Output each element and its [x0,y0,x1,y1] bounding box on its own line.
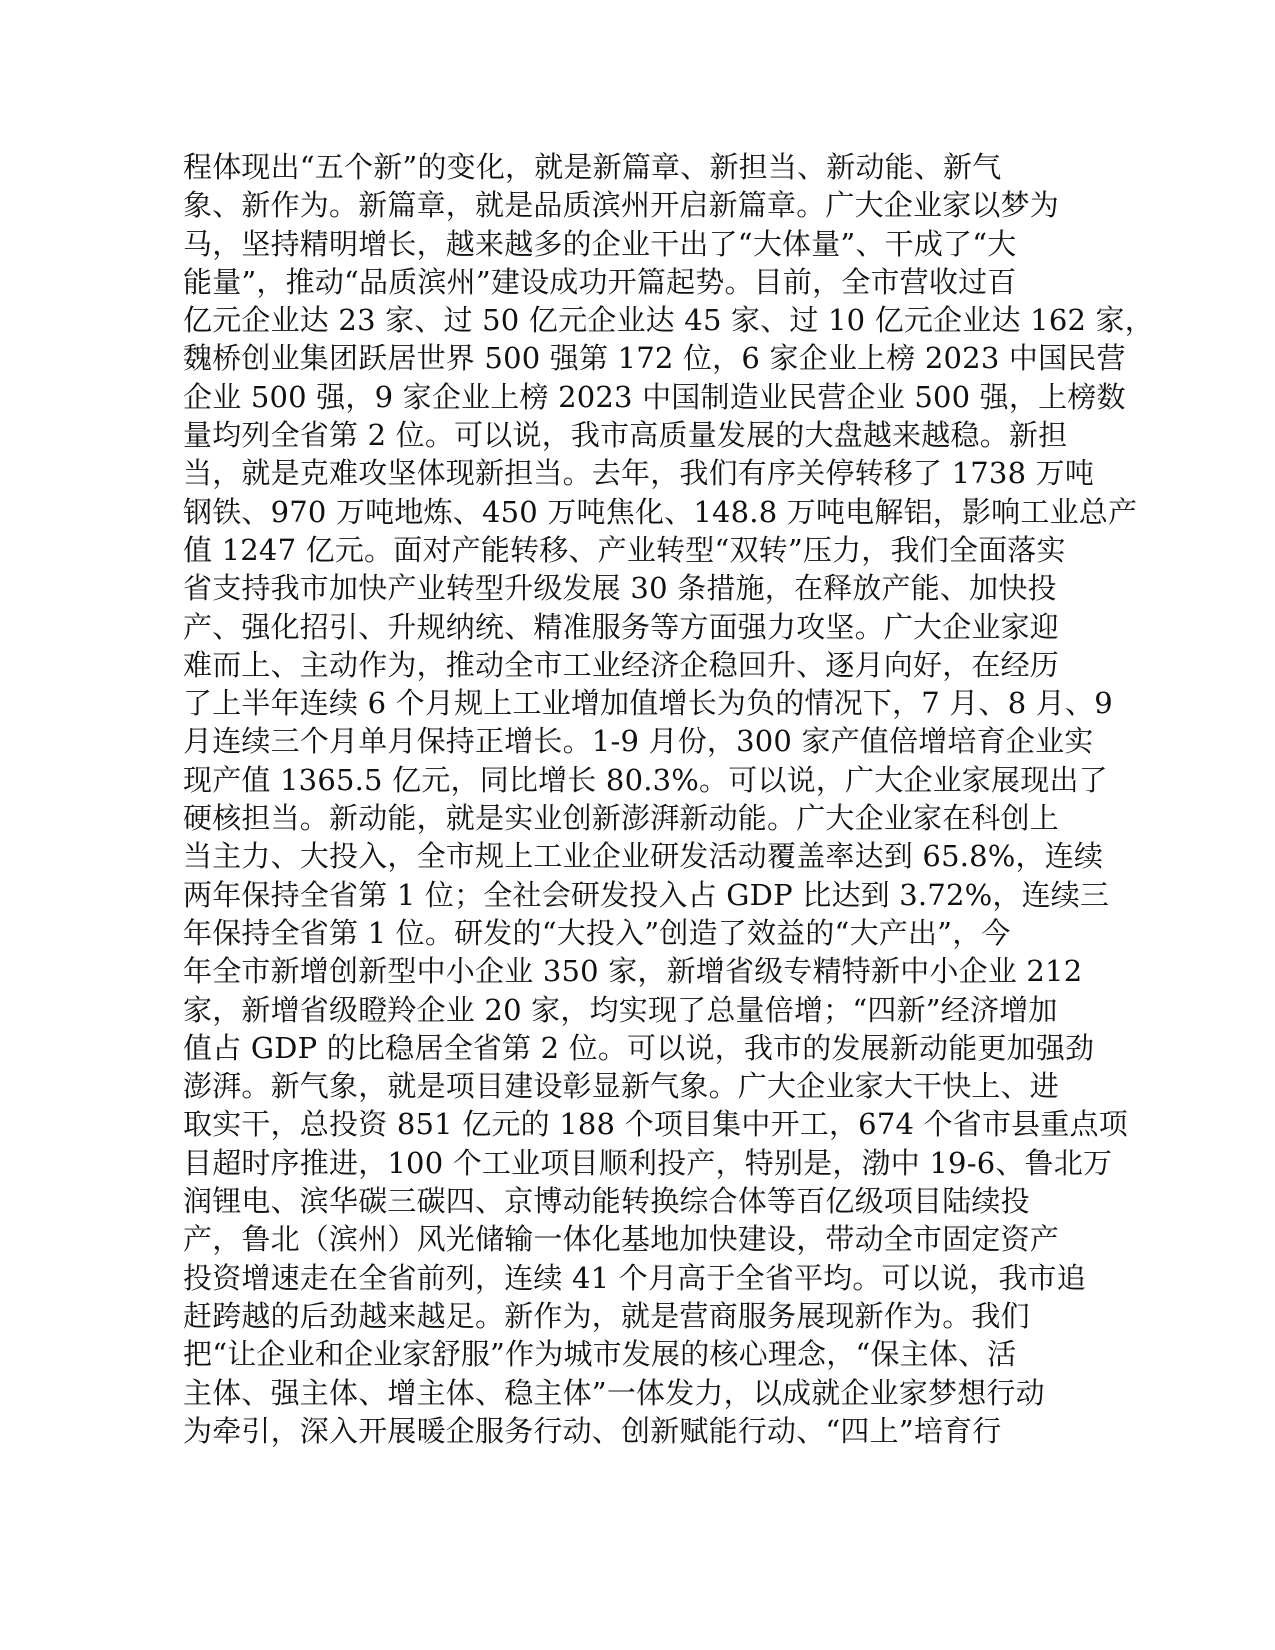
text-line: 两年保持全省第 1 位；全社会研发投入占 GDP 比达到 3.72%，连续三 [183,877,1110,912]
text-line: 钢铁、970 万吨地炼、450 万吨焦化、148.8 万吨电解铝，影响工业总产 [183,494,1138,529]
text-line: 企业 500 强，9 家企业上榜 2023 中国制造业民营企业 500 强，上榜数 [183,379,1126,414]
text-line: 产、强化招引、升规纳统、精准服务等方面强力攻坚。广大企业家迎 [183,609,1060,644]
text-line: 赶跨越的后劲越来越足。新作为，就是营商服务展现新作为。我们 [183,1298,1030,1333]
text-line: 程体现出“五个新”的变化，就是新篇章、新担当、新动能、新气 [183,150,1002,184]
text-line: 把“让企业和企业家舒服”作为城市发展的核心理念，“保主体、活 [183,1337,1017,1372]
text-line: 取实干，总投资 851 亿元的 188 个项目集中开工，674 个省市县重点项 [183,1107,1128,1142]
text-line: 马，坚持精明增长，越来越多的企业干出了“大体量”、干成了“大 [183,226,1017,261]
text-line: 主体、强主体、增主体、稳主体”一体发力，以成就企业家梦想行动 [183,1375,1045,1410]
text-line: 难而上、主动作为，推动全市工业经济企稳回升、逐月向好，在经历 [183,647,1060,682]
text-line: 硬核担当。新动能，就是实业创新澎湃新动能。广大企业家在科创上 [183,801,1060,836]
text-line: 目超时序推进，100 个工业项目顺利投产，特别是，渤中 19-6、鲁北万 [183,1145,1113,1180]
text-line: 投资增速走在全省前列，连续 41 个月高于全省平均。可以说，我市追 [183,1260,1086,1295]
text-line: 了上半年连续 6 个月规上工业增加值增长为负的情况下，7 月、8 月、9 [183,686,1113,721]
text-line: 家，新增省级瞪羚企业 20 家，均实现了总量倍增；“四新”经济增加 [183,992,1058,1027]
text-line: 量均列全省第 2 位。可以说，我市高质量发展的大盘越来越稳。新担 [183,418,1068,453]
text-line: 值 1247 亿元。面对产能转移、产业转型“双转”压力，我们全面落实 [183,532,1066,567]
text-line: 为牵引，深入开展暖企服务行动、创新赋能行动、“四上”培育行 [183,1413,1002,1448]
text-line: 润锂电、滨华碳三碳四、京博动能转换综合体等百亿级项目陆续投 [183,1184,1030,1219]
text-line: 澎湃。新气象，就是项目建设彰显新气象。广大企业家大干快上、进 [183,1069,1060,1104]
text-line: 现产值 1365.5 亿元，同比增长 80.3%。可以说，广大企业家展现出了 [183,762,1108,797]
text-line: 产，鲁北（滨州）风光储输一体化基地加快建设，带动全市固定资产 [183,1222,1060,1257]
text-line: 年全市新增创新型中小企业 350 家，新增省级专精特新中小企业 212 [183,954,1083,989]
text-line: 亿元企业达 23 家、过 50 亿元企业达 45 家、过 10 亿元企业达 162 家， [183,303,1154,338]
text-line: 能量”，推动“品质滨州”建设成功开篇起势。目前，全市营收过百 [183,264,1017,299]
text-line: 当，就是克难攻坚体现新担当。去年，我们有序关停转移了 1738 万吨 [183,456,1095,491]
text-line: 值占 GDP 的比稳居全省第 2 位。可以说，我市的发展新动能更加强劲 [183,1030,1095,1065]
text-line: 月连续三个月单月保持正增长。1-9 月份，300 家产值倍增培育企业实 [183,724,1094,759]
text-line: 魏桥创业集团跃居世界 500 强第 172 位，6 家企业上榜 2023 中国民营 [183,341,1126,376]
text-line: 年保持全省第 1 位。研发的“大投入”创造了效益的“大产出”，今 [183,915,1011,950]
text-line: 省支持我市加快产业转型升级发展 30 条措施，在释放产能、加快投 [183,571,1057,606]
text-line: 当主力、大投入，全市规上工业企业研发活动覆盖率达到 65.8%，连续 [183,839,1104,874]
body-paragraph [183,148,1154,1450]
text-line: 象、新作为。新篇章，就是品质滨州开启新篇章。广大企业家以梦为 [183,188,1060,223]
